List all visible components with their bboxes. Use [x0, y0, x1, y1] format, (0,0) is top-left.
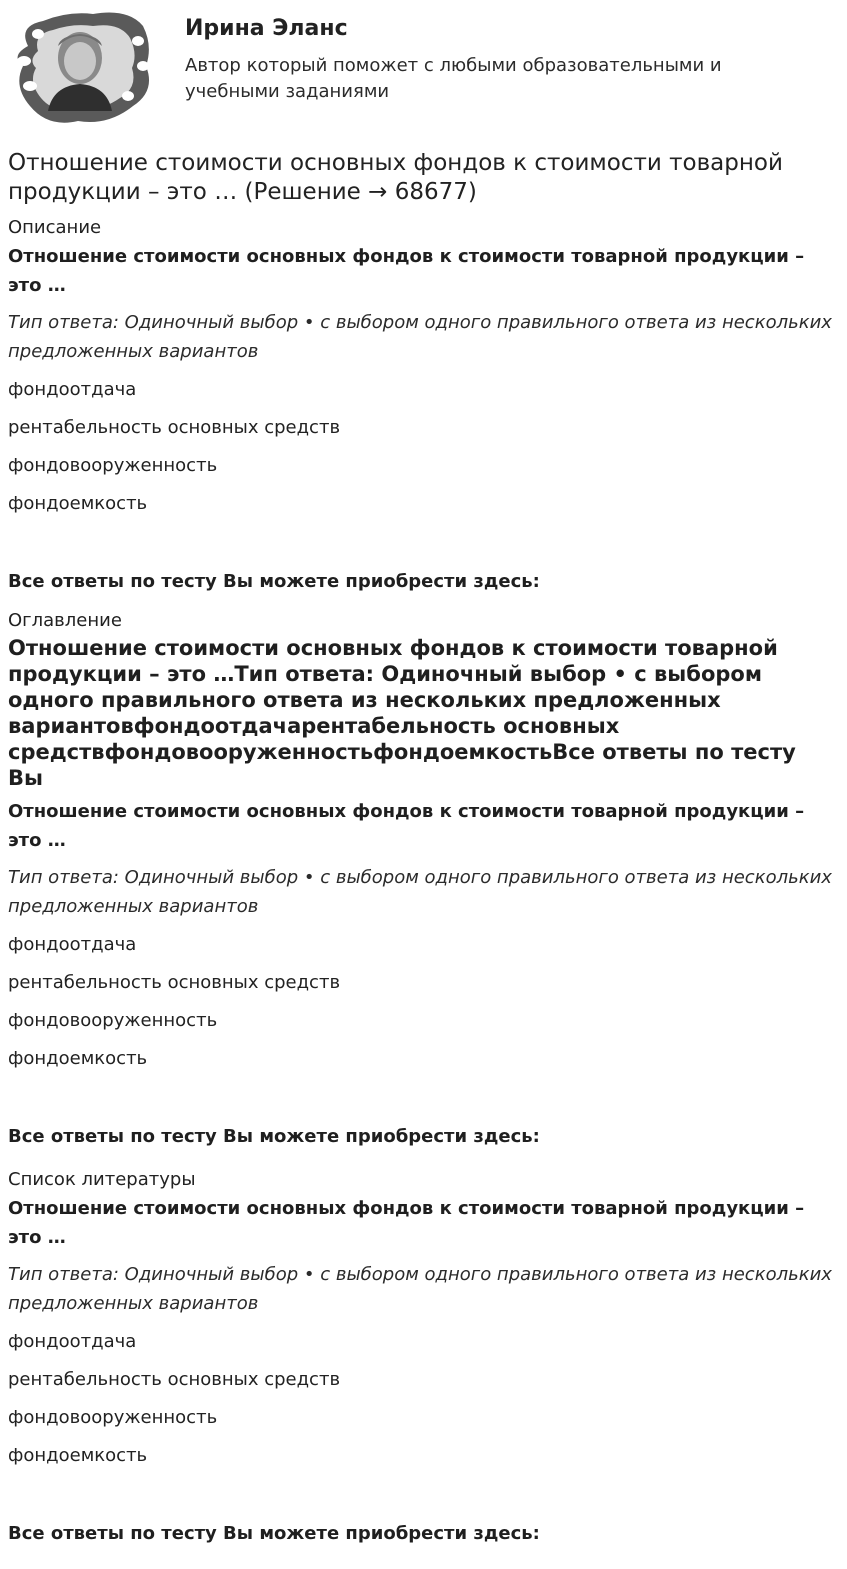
buy-answers-text: Все ответы по тесту Вы можете приобрести здесь: [8, 1523, 540, 1544]
option-item: рентабельность основных средств [8, 417, 341, 438]
option-item: фондоотдача [8, 1331, 137, 1352]
question-text: Отношение стоимости основных фондов к стоимости товарной продукции – это … [8, 801, 805, 851]
option-item: фондовооруженность [8, 1407, 218, 1428]
toc-summary: Отношение стоимости основных фондов к стоимости товарной продукции – это …Тип ответа: Одиночный выбор • с выбором одного правильного ответа из нескольких предложенных вариантовфондоотдачарентабельность основных средствфондовооруженностьфондоемкостьВсе ответы по тесту Вы [8, 636, 796, 790]
author-avatar [8, 6, 153, 126]
answer-type: Тип ответа: Одиночный выбор • с выбором одного правильного ответа из нескольких предложенных вариантов [8, 1264, 832, 1314]
section-label-description: Описание [8, 217, 102, 238]
section-label-toc: Оглавление [8, 610, 122, 631]
section-label-literature: Список литературы [8, 1169, 196, 1190]
option-item: фондоемкость [8, 1445, 148, 1466]
option-item: фондоемкость [8, 493, 148, 514]
answer-type: Тип ответа: Одиночный выбор • с выбором одного правильного ответа из нескольких предложенных вариантов [8, 312, 832, 362]
option-item: фондоотдача [8, 934, 137, 955]
option-item: рентабельность основных средств [8, 972, 341, 993]
question-text: Отношение стоимости основных фондов к стоимости товарной продукции – это … [8, 1198, 805, 1248]
author-name[interactable]: Ирина Эланс [185, 16, 348, 41]
answer-type: Тип ответа: Одиночный выбор • с выбором одного правильного ответа из нескольких предложенных вариантов [8, 867, 832, 917]
description-section [8, 216, 838, 596]
option-item: фондовооруженность [8, 455, 218, 476]
option-item: фондоотдача [8, 379, 137, 400]
question-text: Отношение стоимости основных фондов к стоимости товарной продукции – это … [8, 246, 805, 296]
author-description: Автор который поможет с любыми образовательными и учебными заданиями [185, 55, 722, 102]
buy-answers-text: Все ответы по тесту Вы можете приобрести здесь: [8, 1126, 540, 1147]
option-item: фондоемкость [8, 1048, 148, 1069]
literature-section [8, 1168, 838, 1548]
toc-section [8, 609, 838, 1151]
option-item: рентабельность основных средств [8, 1369, 341, 1390]
option-item: фондовооруженность [8, 1010, 218, 1031]
buy-answers-text: Все ответы по тесту Вы можете приобрести здесь: [8, 571, 540, 592]
author-card [8, 6, 838, 126]
page-title: Отношение стоимости основных фондов к стоимости товарной продукции – это … (Решение → 68677) [8, 150, 783, 205]
